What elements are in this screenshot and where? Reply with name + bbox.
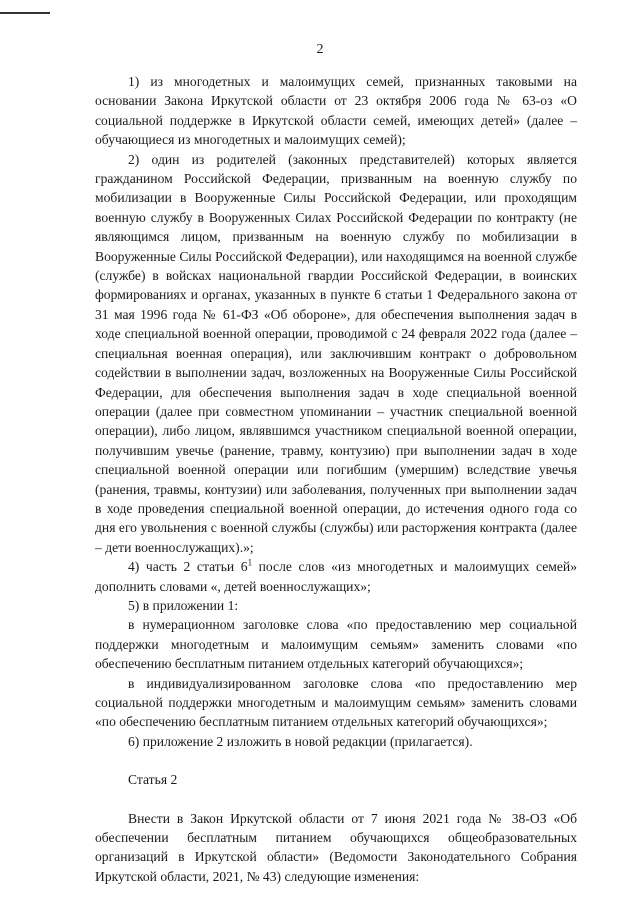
document-body [95,72,577,886]
item-4-superscript: 1 [247,557,253,568]
paragraph-item-5b: в индивидуализированном заголовке слова «по предоставлению мер социальной поддержки многодетным и малоимущим семьям» заменить словами «по обеспечению бесплатным питанием отдельных категорий обучающихся»; [95,675,577,730]
page-number: 2 [316,42,324,57]
article-2-text: Внести в Закон Иркутской области от 7 июня 2021 года № 38-ОЗ «Об обеспечении бесплатным питанием обучающихся общеобразовательных организаций в Иркутской области» (Ведомости Законодательного Собрания Иркутской области, 2021, № 43) следующие изменения: [95,810,577,884]
article-2-heading: Статья 2 [128,772,178,788]
paragraph-item-6: 6) приложение 2 изложить в новой редакции (прилагается). [128,733,473,749]
paragraph-item-2: 2) один из родителей (законных представителей) которых является гражданином Российской Федерации, призванным на военную службу по мобилизации в Вооруженные Силы Российской Федерации, или проходящим военную службу в Вооруженных Силах Российской Федерации по контракту (не являющимся лицом, призванным на военную службу по мобилизации в Вооруженные Силы Российской Федерации), или находящимся на военной службе (службе) в войсках национальной гвардии Российской Федерации, в воинских формированиях и органах, указанных в пункте 6 статьи 1 Федерального закона от 31 мая 1996 года № 61-ФЗ «Об обороне», для обеспечения выполнения задач в ходе специальной военной операции, проводимой с 24 февраля 2022 года (далее – специальная военная операция), или заключившим контракт о добровольном содействии в выполнении задач, возложенных на Вооруженные Силы Российской Федерации, для обеспечения выполнения задач в ходе специальной военной операции (далее при совместном упоминании – участник специальной военной операции), либо лицом, являвшимся участником специальной военной операции, получившим увечье (ранение, травму, контузию) при выполнении задач в ходе специальной военной операции или погибшим (умершим) вследствие увечья (ранения, травмы, контузии) или заболевания, полученных при выполнении задач в ходе проведения специальной военной операции, до истечения одного года со дня его увольнения с военной службы (службы) или расторжения контракта (далее – дети военнослужащих).»; [95,151,577,555]
paragraph-item-5a: в нумерационном заголовке слова «по предоставлению мер социальной поддержки многодетным и малоимущим семьям» заменить словами «по обеспечению бесплатным питанием отдельных категорий обучающихся»; [95,617,577,672]
paragraph-item-5: 5) в приложении 1: [128,597,239,613]
top-rule [0,12,50,14]
item-4-text-start: 4) часть 2 статьи 6 [128,559,248,575]
paragraph-item-1: 1) из многодетных и малоимущих семей, признанных таковыми на основании Закона Иркутской области от 23 октября 2006 года № 63-оз «О социальной поддержке в Иркутской области семей, имеющих детей» (далее – обучающиеся из многодетных и малоимущих семей); [95,74,577,148]
paragraph-item-4 [95,557,577,596]
item-4-text-end: после слов «из многодетных и малоимущих семей» дополнить словами «, детей военнослужащих»; [95,559,578,594]
